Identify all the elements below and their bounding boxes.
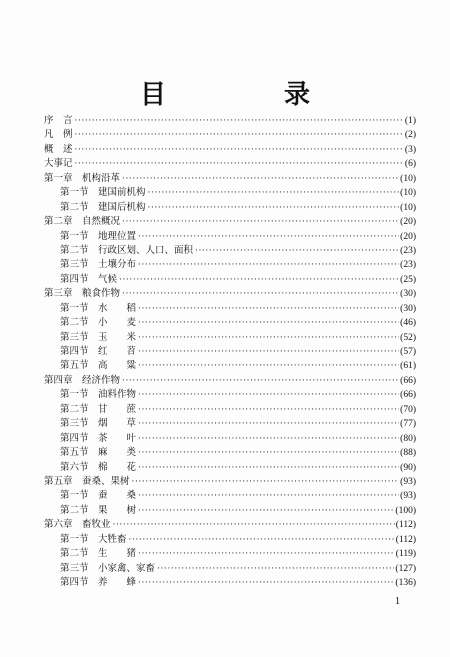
- toc-section-row: [44, 504, 416, 518]
- toc-leader-dots: [122, 172, 399, 186]
- toc-page-number: (10): [400, 188, 416, 199]
- toc-page-number: (93): [400, 491, 416, 502]
- toc-page-number: (112): [395, 534, 416, 545]
- toc-leader-dots: [138, 230, 399, 244]
- toc-page-number: (88): [400, 448, 416, 459]
- toc-leader-dots: [138, 403, 399, 417]
- toc-leader-dots: [138, 461, 399, 475]
- toc-leader-dots: [138, 432, 399, 446]
- toc-page-number: (25): [400, 274, 416, 285]
- toc-chapter-row: [44, 172, 416, 186]
- toc-entry-label: 第三节 小家禽、家畜: [60, 562, 156, 574]
- toc-leader-dots: [138, 316, 399, 330]
- toc-section-row: [44, 201, 416, 215]
- toc-page-number: (30): [400, 303, 416, 314]
- toc-leader-dots: [138, 258, 399, 272]
- toc-section-row: [44, 461, 416, 475]
- toc-page-number: (23): [400, 245, 416, 256]
- toc-entry-label: 第一节 水 稻: [60, 302, 137, 314]
- toc-section-row: [44, 489, 416, 503]
- toc-entry-label: 第一节 建国前机构: [60, 187, 146, 199]
- toc-section-row: [44, 533, 416, 547]
- toc-page-number: (23): [400, 260, 416, 271]
- toc-leader-dots: [122, 215, 399, 229]
- toc-section-row: [44, 302, 416, 316]
- toc-entry-label: 第二节 甘 蔗: [60, 403, 137, 415]
- toc-section-row: [44, 547, 416, 561]
- toc-entry-label: 凡 例: [44, 129, 73, 141]
- toc-page-number: (93): [400, 476, 416, 487]
- toc-entry-label: 概 述: [44, 143, 73, 155]
- toc-page-number: (100): [395, 505, 416, 516]
- toc-entry-label: 第六章 畜牧业: [44, 519, 111, 531]
- toc-entry-label: 第一章 机构沿革: [44, 172, 121, 184]
- toc-section-row: [44, 562, 416, 576]
- toc-leader-dots: [113, 518, 395, 532]
- toc-page-number: (20): [400, 217, 416, 228]
- toc-chapter-row: [44, 143, 416, 157]
- toc-leader-dots: [138, 302, 399, 316]
- toc-chapter-row: [44, 475, 416, 489]
- toc-entry-label: 第五节 麻 类: [60, 447, 137, 459]
- toc-leader-dots: [195, 244, 399, 258]
- toc-leader-dots: [148, 186, 400, 200]
- toc-page-number: (10): [400, 202, 416, 213]
- toc-entry-label: 第四章 经济作物: [44, 374, 121, 386]
- toc-section-row: [44, 331, 416, 345]
- toc-page-number: (3): [404, 144, 416, 155]
- toc-leader-dots: [75, 128, 404, 142]
- toc-entry-label: 第六节 棉 花: [60, 461, 137, 473]
- toc-entry-label: 序 言: [44, 115, 73, 126]
- toc-page-number: (2): [404, 130, 416, 141]
- toc-section-row: [44, 273, 416, 287]
- toc-entry-label: 第四节 茶 叶: [60, 432, 137, 444]
- toc-page-number: (136): [395, 578, 416, 588]
- toc-entry-label: 第四节 气候: [60, 273, 118, 285]
- toc-leader-dots: [129, 533, 395, 547]
- toc-entry-label: 第二节 生 猪: [60, 548, 137, 560]
- toc-section-row: [44, 244, 416, 258]
- toc-entry-label: 第一节 地理位置: [60, 230, 137, 242]
- toc-leader-dots: [122, 287, 399, 301]
- toc-page-number: (1): [404, 116, 416, 126]
- toc-page-number: (61): [400, 361, 416, 372]
- page-title: 目 录: [139, 80, 356, 110]
- toc-entry-label: 第一节 油料作物: [60, 389, 137, 401]
- toc-chapter-row: [44, 287, 416, 301]
- toc-leader-dots: [138, 345, 399, 359]
- toc-leader-dots: [148, 201, 400, 215]
- toc-entry-label: 第二节 建国后机构: [60, 201, 146, 213]
- table-of-contents: [44, 114, 416, 590]
- toc-page-number: (80): [400, 433, 416, 444]
- toc-leader-dots: [157, 562, 394, 576]
- toc-page-number: (119): [395, 549, 416, 560]
- toc-entry-label: 第一节 大牲畜: [60, 533, 127, 545]
- toc-section-row: [44, 359, 416, 373]
- toc-leader-dots: [138, 547, 395, 561]
- toc-page-number: (46): [400, 318, 416, 329]
- toc-entry-label: 第二节 小 麦: [60, 317, 137, 329]
- toc-leader-dots: [122, 374, 399, 388]
- toc-leader-dots: [132, 475, 400, 489]
- toc-section-row: [44, 388, 416, 402]
- toc-page-number: (112): [395, 520, 416, 531]
- toc-section-row: [44, 403, 416, 417]
- toc-entry-label: 第二章 自然概况: [44, 216, 121, 228]
- toc-page-number: (66): [400, 390, 416, 401]
- toc-entry-label: 第五节 高 粱: [60, 360, 137, 372]
- toc-entry-label: 第三节 土壤分布: [60, 259, 137, 271]
- toc-chapter-row: [44, 518, 416, 532]
- toc-chapter-row: [44, 114, 416, 128]
- page-folio: 1: [395, 596, 400, 607]
- toc-entry-label: 大事记: [44, 158, 73, 170]
- toc-entry-label: 第一节 蚕 桑: [60, 490, 137, 502]
- toc-leader-dots: [138, 359, 399, 373]
- toc-chapter-row: [44, 374, 416, 388]
- toc-page-number: (10): [400, 173, 416, 184]
- toc-page-number: (30): [400, 289, 416, 300]
- toc-page-number: (77): [400, 419, 416, 430]
- toc-leader-dots: [138, 417, 399, 431]
- toc-section-row: [44, 316, 416, 330]
- toc-chapter-row: [44, 215, 416, 229]
- toc-entry-label: 第三节 烟 草: [60, 418, 137, 430]
- toc-leader-dots: [75, 114, 404, 128]
- toc-entry-label: 第三章 粮食作物: [44, 288, 121, 300]
- toc-chapter-row: [44, 157, 416, 171]
- toc-entry-label: 第三节 玉 米: [60, 331, 137, 343]
- toc-entry-label: 第二节 果 树: [60, 504, 137, 516]
- toc-section-row: [44, 446, 416, 460]
- toc-section-row: [44, 417, 416, 431]
- toc-page-number: (57): [400, 347, 416, 357]
- toc-section-row: [44, 432, 416, 446]
- toc-section-row: [44, 230, 416, 244]
- toc-leader-dots: [138, 576, 394, 590]
- toc-page-number: (127): [395, 563, 416, 574]
- toc-page-number: (6): [404, 159, 416, 170]
- toc-entry-label: 第二节 行政区划、人口、面积: [60, 244, 194, 256]
- toc-leader-dots: [119, 273, 399, 287]
- toc-entry-label: 第四节 红 苕: [60, 346, 137, 357]
- toc-section-row: [44, 186, 416, 200]
- toc-leader-dots: [138, 331, 399, 345]
- toc-leader-dots: [75, 143, 404, 157]
- toc-section-row: [44, 576, 416, 590]
- toc-section-row: [44, 258, 416, 272]
- toc-section-row: [44, 345, 416, 359]
- toc-entry-label: 第五章 蚕桑、果树: [44, 475, 130, 487]
- toc-leader-dots: [138, 489, 399, 503]
- toc-leader-dots: [138, 446, 399, 460]
- toc-page-number: (20): [400, 231, 416, 242]
- toc-page-number: (52): [400, 332, 416, 343]
- toc-leader-dots: [75, 157, 404, 171]
- toc-chapter-row: [44, 128, 416, 142]
- toc-entry-label: 第四节 养 蜂: [60, 577, 137, 588]
- toc-page-number: (90): [400, 462, 416, 473]
- toc-leader-dots: [138, 388, 399, 402]
- toc-page-number: (70): [400, 404, 416, 415]
- toc-page-number: (66): [400, 375, 416, 386]
- toc-leader-dots: [138, 504, 394, 518]
